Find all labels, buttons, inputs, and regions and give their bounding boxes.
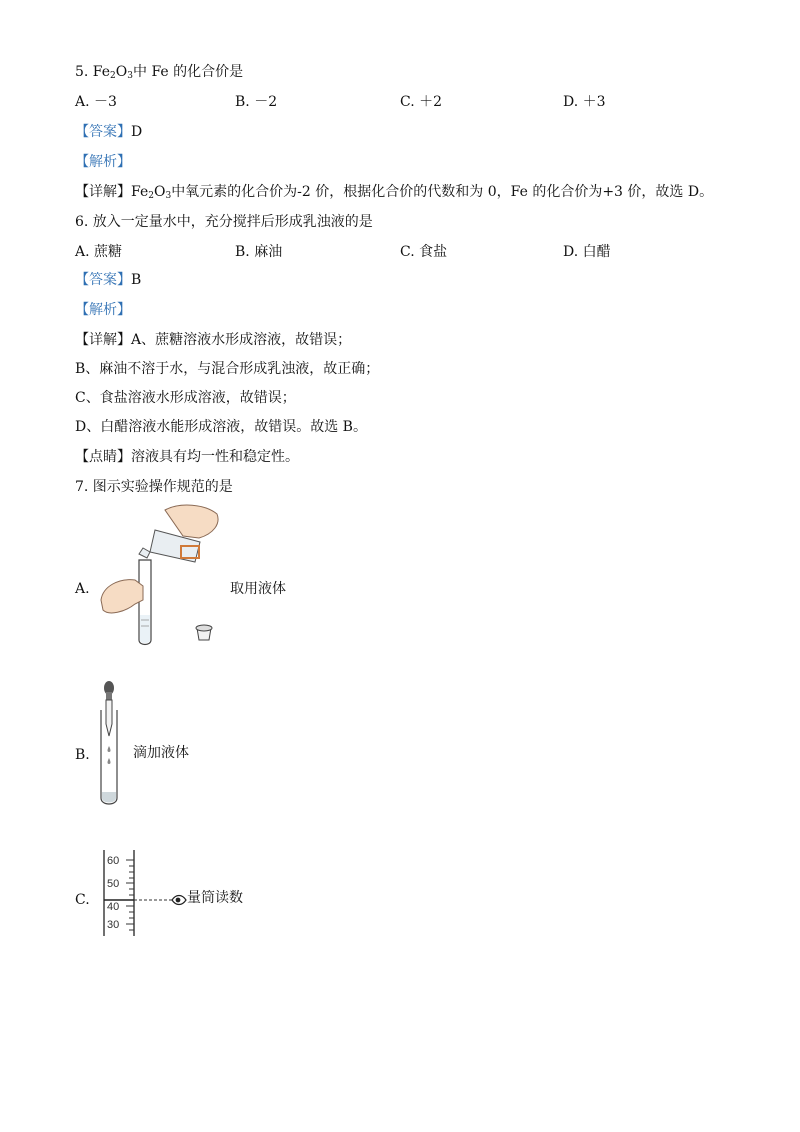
q6-option-b: B. 麻油 xyxy=(235,244,283,260)
detail-tag: 【详解】 xyxy=(75,184,131,200)
detail-text: 中氧元素的化合价为-2 价，根据化合价的代数和为 0，Fe 的化合价为+3 价，故选 D。 xyxy=(171,184,714,200)
q6-stem: 6. 放入一定量水中，充分搅拌后形成乳浊液的是 xyxy=(75,214,373,230)
q6-comment: 【点睛】溶液具有均一性和稳定性。 xyxy=(75,449,299,465)
q7-option-a-caption: 取用液体 xyxy=(230,581,286,597)
q6-option-d: D. 白醋 xyxy=(563,244,611,260)
q6-option-a: A. 蔗糖 xyxy=(75,244,123,260)
q5-stem: 5. $Fe_2O_3$中 Fe 的化合价是 xyxy=(75,64,244,81)
graduated-cylinder-illustration xyxy=(98,848,188,938)
answer-value: B xyxy=(131,272,142,288)
cylinder-tick-50: 50 xyxy=(107,878,120,890)
answer-tag: 【答案】 xyxy=(75,124,131,140)
cylinder-tick-40: 40 xyxy=(107,901,120,913)
dropper-illustration xyxy=(95,680,125,810)
q5-option-b: B. －2 xyxy=(235,94,278,110)
q6-answer xyxy=(75,270,141,290)
q5-detail: 【详解】$Fe_2O_3$中氧元素的化合价为-2 价，根据化合价的代数和为 0，Fe 的化合价为+3 价，故选 D。 xyxy=(75,184,714,201)
q6-analysis-tag: 【解析】 xyxy=(75,302,131,318)
q7-option-a-label: A. xyxy=(75,581,90,597)
q5-option-d: D. ＋3 xyxy=(563,94,606,110)
q7-option-b-label: B. xyxy=(75,747,90,763)
q6-detail-line-4: D、白醋溶液水能形成溶液，故错误。故选 B。 xyxy=(75,419,367,435)
cylinder-tick-30: 30 xyxy=(107,919,120,931)
q7-option-c-label: C. xyxy=(75,892,90,908)
comment-tag: 【点睛】 xyxy=(75,449,131,465)
q5-option-a: A. －3 xyxy=(75,94,117,110)
answer-tag: 【答案】 xyxy=(75,272,131,288)
q5-option-c: C. ＋2 xyxy=(400,94,443,110)
q7-option-b-caption: 滴加液体 xyxy=(133,745,189,761)
q6-detail-line-1: 【详解】A、蔗糖溶液水形成溶液，故错误； xyxy=(75,332,352,348)
q5-analysis-tag: 【解析】 xyxy=(75,154,131,170)
q6-detail-line-3: C、食盐溶液水形成溶液，故错误； xyxy=(75,390,296,406)
cylinder-tick-60: 60 xyxy=(107,855,120,867)
detail-tag: 【详解】 xyxy=(75,332,131,348)
q7-option-c-caption: 量筒读数 xyxy=(187,890,243,906)
q6-option-c: C. 食盐 xyxy=(400,244,448,260)
q6-detail-line-2: B、麻油不溶于水，与混合形成乳浊液，故正确； xyxy=(75,361,380,377)
answer-value: D xyxy=(131,124,143,140)
q7-stem: 7. 图示实验操作规范的是 xyxy=(75,479,233,495)
q5-answer xyxy=(75,122,142,142)
pour-liquid-illustration xyxy=(95,500,225,650)
